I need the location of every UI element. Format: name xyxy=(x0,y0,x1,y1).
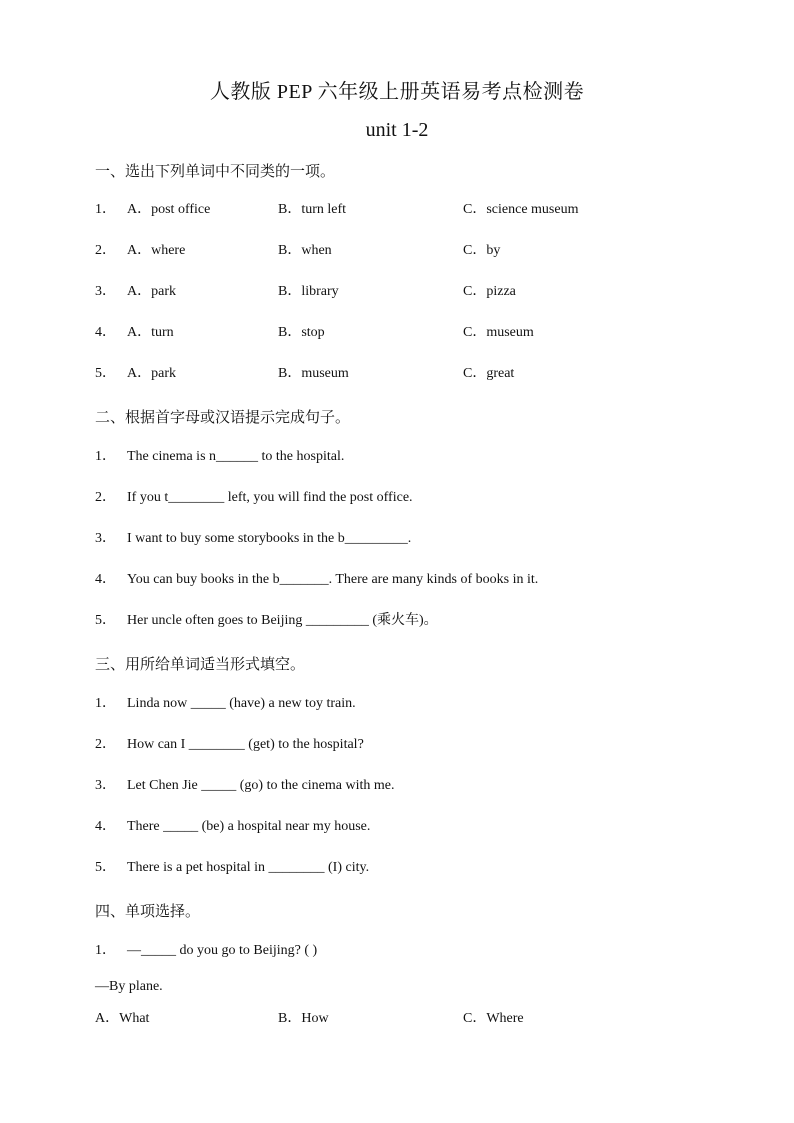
section1-question-2 xyxy=(95,241,501,261)
option-b: B．when xyxy=(278,243,332,258)
question-text: The cinema is n______ to the hospital. xyxy=(127,449,345,464)
section3-heading: 三、用所给单词适当形式填空。 xyxy=(95,655,306,673)
question-number: 4． xyxy=(95,819,116,834)
document-title: 人教版 PEP 六年级上册英语易考点检测卷 xyxy=(209,81,585,103)
question-text: Let Chen Jie _____ (go) to the cinema with me. xyxy=(127,778,395,793)
section2-question-5 xyxy=(95,611,438,631)
option-b: B．museum xyxy=(278,366,349,381)
section2-heading: 二、根据首字母或汉语提示完成句子。 xyxy=(95,408,351,426)
section3-question-4 xyxy=(95,817,371,837)
question-number: 1． xyxy=(95,449,116,464)
option-b: B．library xyxy=(278,284,339,299)
section1-question-1 xyxy=(95,200,579,220)
section3-question-2 xyxy=(95,735,364,755)
question-text: Her uncle often goes to Beijing _________ (乘火车)。 xyxy=(127,613,438,628)
question-number: 3． xyxy=(95,531,116,546)
question-text: There is a pet hospital in ________ (I) city. xyxy=(127,860,370,875)
option-b: B．How xyxy=(278,1011,329,1026)
question-number: 5． xyxy=(95,613,116,628)
section2-question-4 xyxy=(95,570,539,590)
section2-question-2 xyxy=(95,488,413,508)
option-c: C．science museum xyxy=(463,202,579,217)
option-a: A．What xyxy=(95,1011,150,1026)
section3-question-3 xyxy=(95,776,395,796)
section1-heading: 一、选出下列单词中不同类的一项。 xyxy=(95,162,336,180)
option-a: A．park xyxy=(127,284,176,299)
question-text: How can I ________ (get) to the hospital? xyxy=(127,737,364,752)
question-number: 5． xyxy=(95,860,116,875)
question-number: 3． xyxy=(95,778,116,793)
question-number: 2． xyxy=(95,490,116,505)
option-c: C．pizza xyxy=(463,284,516,299)
option-c: C．by xyxy=(463,243,501,258)
question-text: You can buy books in the b_______. There are many kinds of books in it. xyxy=(127,572,539,587)
question-number: 4． xyxy=(95,325,116,340)
option-b: B．stop xyxy=(278,325,325,340)
question-number: 1． xyxy=(95,696,116,711)
question-number: 1． xyxy=(95,202,116,217)
section1-question-3 xyxy=(95,282,516,302)
dialogue-answer: —By plane. xyxy=(95,979,163,994)
question-text: If you t________ left, you will find the post office. xyxy=(127,490,413,505)
question-text: There _____ (be) a hospital near my house. xyxy=(127,819,371,834)
question-number: 5． xyxy=(95,366,116,381)
option-a: A．where xyxy=(127,243,186,258)
section4-question-1 xyxy=(95,941,318,961)
option-b: B．turn left xyxy=(278,202,347,217)
option-c: C．Where xyxy=(463,1011,524,1026)
question-number: 2． xyxy=(95,243,116,258)
question-number: 2． xyxy=(95,737,116,752)
question-number: 3． xyxy=(95,284,116,299)
question-text: I want to buy some storybooks in the b_________. xyxy=(127,531,412,546)
option-a: A．park xyxy=(127,366,176,381)
section1-question-4 xyxy=(95,323,534,343)
question-number: 4． xyxy=(95,572,116,587)
option-c: C．museum xyxy=(463,325,534,340)
section2-question-3 xyxy=(95,529,412,549)
question-number: 1． xyxy=(95,943,116,958)
option-c: C．great xyxy=(463,366,515,381)
option-a: A．post office xyxy=(127,202,211,217)
question-text: —_____ do you go to Beijing? ( ) xyxy=(127,943,318,958)
question-text: Linda now _____ (have) a new toy train. xyxy=(127,696,356,711)
section2-question-1 xyxy=(95,447,345,467)
document-subtitle: unit 1-2 xyxy=(365,119,429,141)
section1-question-5 xyxy=(95,364,515,384)
option-a: A．turn xyxy=(127,325,174,340)
section3-question-1 xyxy=(95,694,356,714)
section4-heading: 四、单项选择。 xyxy=(95,902,201,920)
section3-question-5 xyxy=(95,858,370,878)
